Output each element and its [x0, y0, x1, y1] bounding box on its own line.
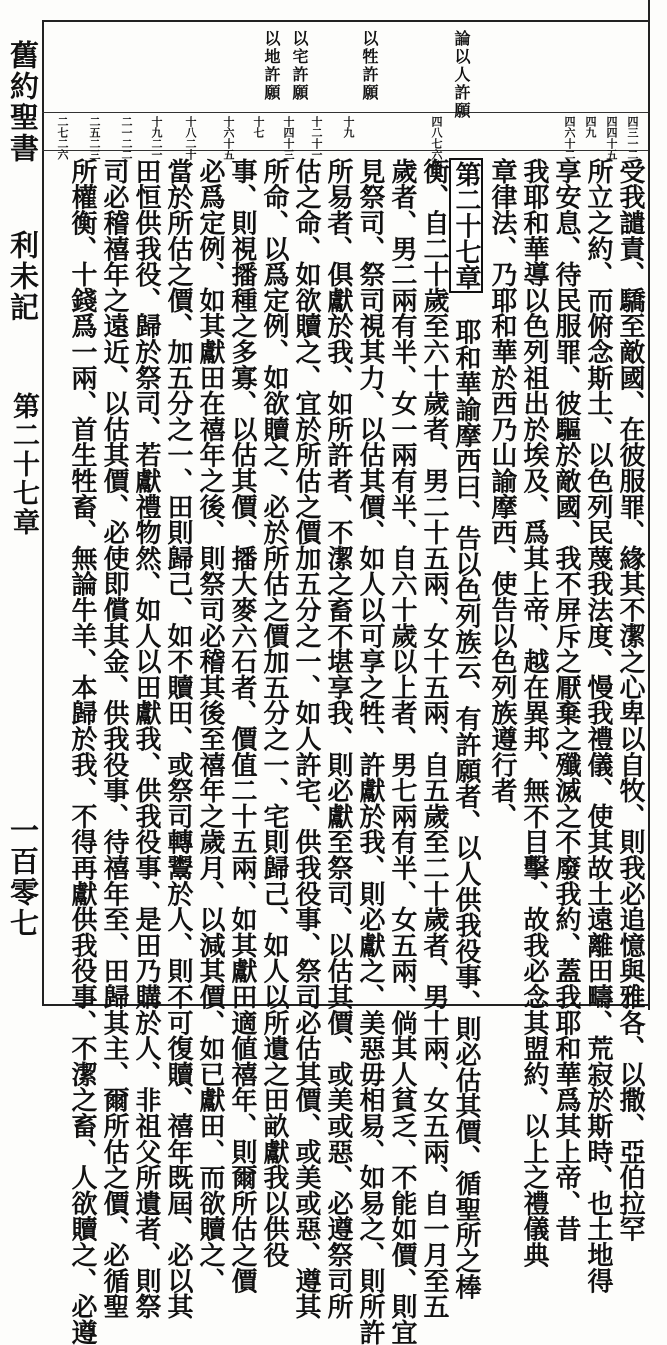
text-column: 我耶和華導以色列祖出於埃及、爲其上帝、越在異邦、無不目擊、故我必念其盟約、以上之禮儀典: [519, 158, 549, 1268]
verse-index: 四三一二: [626, 116, 639, 160]
verse-index: 十二十一: [310, 116, 323, 160]
verse-index: 十四十三: [282, 116, 295, 160]
book-name: 利未記: [6, 230, 40, 323]
text-column: 所易者、俱獻於我、如所許者、不潔之畜不堪享我、則必獻至祭司、以估其價、或美或惡、必遵祭司所: [323, 158, 353, 1320]
verse-index: 二五二三: [88, 116, 101, 160]
text-column: 受我譴責、驕至敵國、在彼服罪、緣其不潔之心卑以自牧、則我必追憶與雅各、以撒、亞伯拉罕: [615, 158, 645, 1242]
notes-divider-rule: [42, 112, 648, 113]
text-column: 當於所估之價、加五分之一、田則歸己、如不贖田、或祭司轉鬻於人、則不可復贖、禧年既屆、必以其: [163, 158, 193, 1320]
chapter-opening-text: 耶和華諭摩西曰、告以色列族云、有許願者、以人供我役事、則必估其價、循聖所之棒: [451, 293, 481, 1300]
text-column: 估之命、如欲贖之、宜於所估之價加五分之一、如人許宅、供我役事、祭司必估其價、或美或惡、遵其: [291, 158, 321, 1320]
verse-index: 十六十五: [222, 116, 235, 160]
book-title: 舊約聖書: [6, 40, 40, 164]
frame-right-rule: [648, 0, 650, 1010]
verse-index: 四四十五: [605, 116, 618, 160]
verse-index: 四六十二: [563, 116, 576, 160]
verse-index: 十九二一: [150, 116, 163, 160]
verse-index: 十九: [342, 116, 355, 138]
frame-left-rule: [42, 20, 44, 1005]
text-column: 田恒供我役、歸於祭司、若獻禮物然、如人以田獻我、供我役事、是田乃購於人、非祖父所遺者、則祭: [131, 158, 161, 1320]
verse-index: 四八七六四: [430, 116, 443, 171]
verse-index: 十七: [252, 116, 265, 138]
text-column: 所命、以爲定例、如欲贖之、必於所估之價加五分之一、宅則歸己、如人以所遺之田畝獻我以供役: [259, 158, 289, 1268]
text-column-chapter-start: [450, 158, 482, 1299]
verse-index: 二一二二: [120, 116, 133, 160]
text-column: 章律法、乃耶和華於西乃山諭摩西、使告以色列族遵行者、: [487, 158, 517, 829]
text-column: 衡、自二十歲至六十歲者、男二十五兩、女十五兩、自五歲至二十歲者、男十兩、女五兩、自一月至五: [419, 158, 449, 1320]
chapter-heading: 第二十七章: [449, 158, 483, 293]
header-note: 以宅許願: [290, 30, 309, 102]
text-column: 享安息、待民服罪、彼驅於敵國、我不屏斥之厭棄之殲滅之不廢我約、蓋我耶和華爲其上帝、昔: [551, 158, 581, 1242]
verse-index: 十八二十: [184, 116, 197, 160]
text-column: 見祭司、祭司視其力、以估其價、如人以可享之牲、許獻於我、則必獻之、美惡毋相易、如易之、則所許: [355, 158, 385, 1345]
frame-top-rule: [42, 20, 648, 22]
text-column: 事、則視播種之多寡、以估其價、播大麥六石者、價值二十五兩、如其獻田適値禧年、則爾所估之價: [227, 158, 257, 1294]
header-note: 以牲許願: [360, 30, 379, 102]
header-note: 論以人許願: [452, 30, 471, 120]
header-note: 以地許願: [262, 30, 281, 102]
text-column: 歲者、男二兩有半、女一兩有半、自六十歲以上者、男七兩有半、女五兩、倘其人貧乏、不能如價、則宜: [387, 158, 417, 1345]
page-number: 一百零七: [6, 815, 40, 939]
text-column: 所立之約、而俯念斯土、以色列民蔑我法度、慢我禮儀、使其故土遠離田疇、荒寂於斯時、也土地得: [583, 158, 613, 1294]
text-column: 所權衡、十錢爲一兩、首生牲畜、無論牛羊、本歸於我、不得再獻供我役事、不潔之畜、人欲贖之、必遵: [67, 158, 97, 1345]
text-column: 必爲定例、如其獻田在禧年之後、則祭司必稽其後至禧年之歲月、以減其價、如已獻田、而欲贖之、: [195, 158, 225, 1294]
verse-index: 四九: [584, 116, 597, 138]
running-chapter: 第二十七章: [8, 392, 39, 537]
text-column: 司必稽禧年之遠近、以估其價、必使即償其金、供我役事、待禧年至、田歸其主、爾所估之價、必循聖: [99, 158, 129, 1320]
verse-index: 二七二六: [56, 116, 69, 160]
